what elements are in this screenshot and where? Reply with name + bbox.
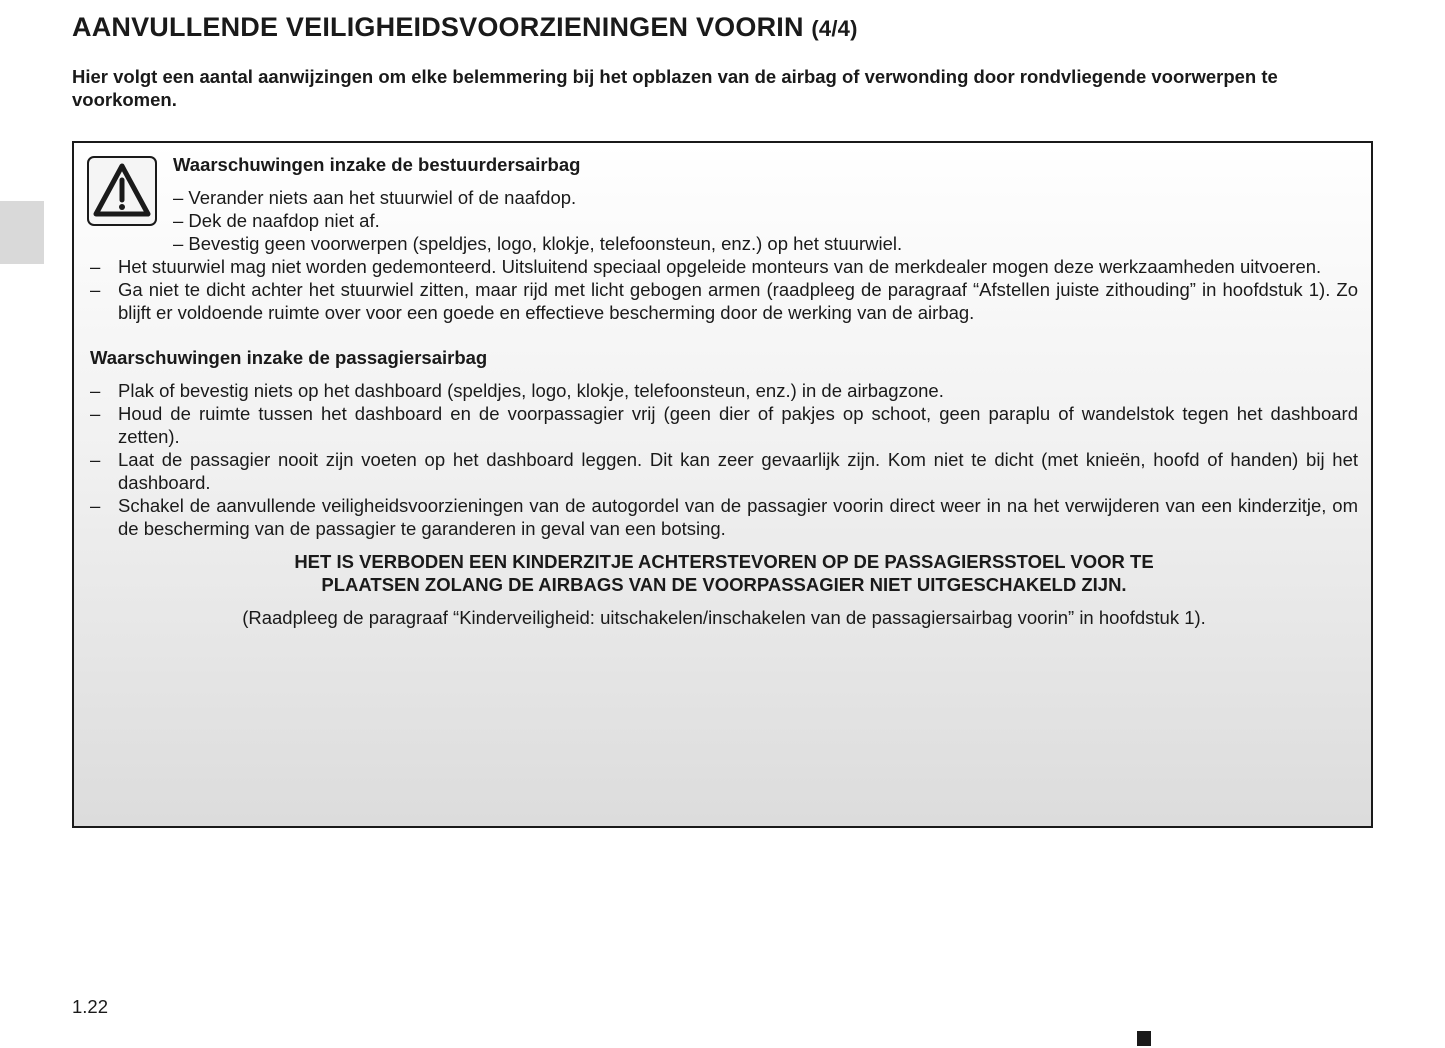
driver-sub-item: – Verander niets aan het stuurwiel of de naafdop.: [173, 187, 577, 208]
section-end-marker: [1137, 1031, 1151, 1046]
warning-box: [72, 141, 1373, 828]
passenger-list-item-text: Laat de passagier nooit zijn voeten op het dashboard leggen. Dit kan zeer gevaarlijk zijn. Kom niet te dicht (met knieën, hoofd of handen) bij het dashboard.: [118, 449, 1358, 493]
passenger-list-item: [90, 379, 1358, 402]
driver-list-item-text: Het stuurwiel mag niet worden gedemonteerd. Uitsluitend speciaal opgeleide monteurs van de merkdealer mogen deze werkzaamheden uitvoeren.: [118, 256, 1322, 277]
driver-sub-item: – Bevestig geen voorwerpen (speldjes, logo, klokje, telefoonsteun, enz.) op het stuurwiel.: [173, 233, 903, 254]
passenger-list-item-text: Schakel de aanvullende veiligheidsvoorzieningen van de autogordel van de passagier voorin direct weer in na het verwijderen van een kinderzitje, om de bescherming van de passagier te garanderen in geval van een botsing.: [118, 495, 1358, 539]
passenger-list: [90, 379, 1358, 540]
driver-list-item-text: Ga niet te dicht achter het stuurwiel zitten, maar rijd met licht gebogen armen (raadpleeg de paragraaf “Afstellen juiste zithouding” in hoofdstuk 1). Zo blijft er voldoende ruimte over voor een goede en effectieve bescherming door de werking van de airbag.: [118, 279, 1358, 323]
passenger-list-item: [90, 448, 1358, 494]
page-title-suffix: (4/4): [811, 16, 858, 41]
chapter-reference: (Raadpleeg de paragraaf “Kinderveiligheid: uitschakelen/inschakelen van de passagiersairbag voorin” in hoofdstuk 1).: [242, 607, 1206, 628]
list-dash: –: [90, 495, 101, 516]
passenger-list-item-text: Plak of bevestig niets op het dashboard (speldjes, logo, klokje, telefoonsteun, enz.) in de airbagzone.: [118, 380, 944, 401]
page-number: 1.22: [72, 996, 109, 1017]
child-seat-warning: [90, 550, 1358, 596]
driver-list-item: [90, 278, 1358, 324]
list-dash: –: [90, 380, 101, 401]
passenger-list-item: [90, 402, 1358, 448]
child-seat-warning-line: HET IS VERBODEN EEN KINDERZITJE ACHTERSTEVOREN OP DE PASSAGIERSSTOEL VOOR TE: [294, 551, 1154, 572]
list-dash: –: [90, 279, 101, 300]
warning-box-content: [90, 153, 1358, 629]
page-title-main: AANVULLENDE VEILIGHEIDSVOORZIENINGEN VOORIN: [72, 12, 804, 42]
driver-sub-list: [173, 186, 1358, 255]
page-title: [72, 12, 858, 43]
driver-sub-item: – Dek de naafdop niet af.: [173, 210, 380, 231]
child-seat-warning-line: PLAATSEN ZOLANG DE AIRBAGS VAN DE VOORPASSAGIER NIET UITGESCHAKELD ZIJN.: [321, 574, 1127, 595]
passenger-list-item-text: Houd de ruimte tussen het dashboard en de voorpassagier vrij (geen dier of pakjes op schoot, geen paraplu of wandelstok tegen het dashboard zetten).: [118, 403, 1358, 447]
passenger-airbag-heading: Waarschuwingen inzake de passagiersairbag: [90, 347, 488, 368]
list-dash: –: [90, 256, 101, 277]
driver-airbag-heading: Waarschuwingen inzake de bestuurdersairbag: [173, 154, 581, 175]
driver-list-item: [90, 255, 1358, 278]
list-dash: –: [90, 449, 101, 470]
intro-paragraph: Hier volgt een aantal aanwijzingen om elke belemmering bij het opblazen van de airbag of verwonding door rondvliegende voorwerpen te voorkomen.: [72, 66, 1278, 110]
list-dash: –: [90, 403, 101, 424]
driver-list: [90, 255, 1358, 324]
passenger-list-item: [90, 494, 1358, 540]
chapter-tab-marker: [0, 201, 44, 264]
